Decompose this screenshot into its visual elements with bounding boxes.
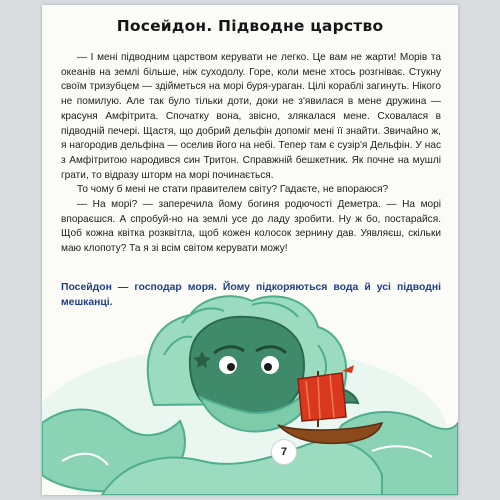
left-pupil xyxy=(227,363,235,371)
page-number: 7 xyxy=(271,439,297,465)
book-page xyxy=(42,5,458,495)
fact-callout: Посейдон — господар моря. Йому підкоряються вода й усі підводні мешканці. xyxy=(61,282,441,308)
story-paragraph: То чому б мені не стати правителем світу? Гадаєте, не впораюся? xyxy=(77,184,389,196)
story-paragraph: — На морі? — заперечила йому богиня родючості Деметра. — На морі впораєшся. А спробуй-но на землі усе до ладу зробити. Ну ж бо, постарайся. Щоб кожна квітка розквітла, щоб кожен колосок зернину дав. Уявляєш, скільки маю клопоту? Та я зі всім світом керувати можу! xyxy=(61,199,441,255)
right-pupil xyxy=(264,363,272,371)
ship-sail xyxy=(298,373,346,421)
poseidon-illustration xyxy=(42,5,458,495)
story-paragraph: — І мені підводним царством керувати не легко. Це вам не жарти! Морів та океанів на землі більше, ніж суходолу. Горе, коли мене хтось розгніває. Стукну своїм тризубцем — здійметься на морі буря-ураган. Цілі кораблі загинуть. Нікого не помилую. Але так було тільки доти, доки не з'явилася в мене дружина — красуня Амфітрита. Спочатку вона, звісно, злякалася мене. Сховалася в підводній печері. Щастя, що добрий дельфін допоміг мені її знайти. Звичайно ж, я нагородив дельфіна — оселив його на небі. Тепер там є сузір'я Дельфін. У нас з Амфітритою народився син Тритон. Справжній бешкетник. Як почне на мушлі грати, то відразу шторм на морі починається. xyxy=(61,52,441,181)
page-title: Посейдон. Підводне царство xyxy=(116,17,384,35)
